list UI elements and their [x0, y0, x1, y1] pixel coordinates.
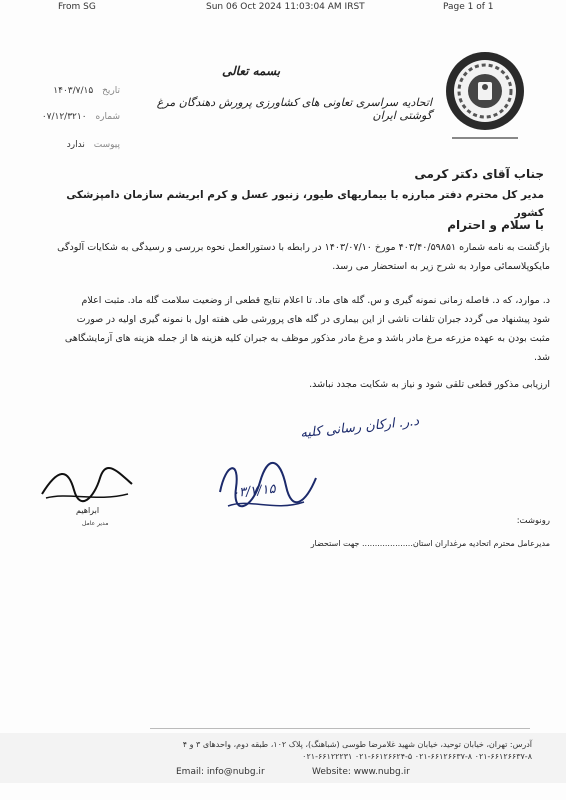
manager-signature-icon	[38, 464, 136, 504]
meta-number-label: شماره	[95, 112, 120, 122]
meta-date	[24, 86, 120, 96]
cc-line: مدیرعامل محترم اتحادیه مرغداران استان.................... جهت استحضار	[310, 539, 550, 548]
union-logo-icon	[444, 50, 526, 132]
footer-email: Email: info@nubg.ir	[176, 767, 265, 777]
meta-number-value: ۰۷/۱۲/۳۲۱۰	[41, 112, 87, 122]
fax-from: From SG	[58, 2, 96, 12]
paragraph-1-line-2: مایکوپلاسمائی موارد به شرح زیر به استحضار می رسد.	[332, 261, 550, 272]
meta-number	[24, 112, 120, 122]
meta-date-value: ۱۴۰۳/۷/۱۵	[53, 86, 94, 96]
recipient-title: مدیر کل محترم دفتر مبارزه با بیماریهای طیور، زنبور عسل و کرم ابریشم سازمان دامپزشکی کشور	[66, 189, 544, 219]
footer-divider	[150, 728, 530, 729]
paragraph-2-line-4: شد.	[534, 352, 550, 363]
fax-date: Sun 06 Oct 2024 11:03:04 AM IRST	[206, 2, 365, 12]
recipient-name: جناب آقای دکتر کرمی	[414, 167, 544, 181]
meta-attachment-label: پیوست	[93, 140, 120, 150]
cc-label: رونوشت:	[516, 516, 550, 526]
signer-role: مدیر عامل	[82, 520, 109, 527]
logo-caption	[444, 136, 526, 142]
greeting: با سلام و احترام	[447, 218, 544, 232]
logo-caption-mark	[444, 136, 526, 140]
signer-name: ابراهیم	[76, 506, 100, 515]
fax-page-count: Page 1 of 1	[443, 2, 494, 12]
bismillah-heading: بسمه تعالی	[222, 64, 281, 78]
meta-attachment-value: ندارد	[66, 140, 85, 150]
fax-header	[0, 0, 566, 16]
paragraph-3: ارزیابی مذکور قطعی تلقی شود و نیاز به شکایت مجدد نباشد.	[309, 379, 550, 390]
meta-attachment	[24, 140, 120, 150]
paragraph-1-line-1: بازگشت به نامه شماره ۴۰۳/۴۰/۵۹۸۵۱ مورخ ۱۴۰۳/۰۷/۱۰ در رابطه با دستورالعمل نحوه بررسی و رسیدگی به شکایات آلودگی	[57, 242, 550, 253]
organization-name: اتحادیه سراسری تعاونی های کشاورزی پرورش دهندگان مرغ گوشتی ایران	[156, 96, 432, 122]
meta-date-label: تاریخ	[102, 86, 120, 96]
paragraph-2-line-1: د. موارد، که د. فاصله زمانی نمونه گیری و س. گله های ماد. تا اعلام نتایج قطعی از وضعیت سلامت گله ماد. مثبت اعلام	[81, 295, 550, 306]
paragraph-2-line-3: مثبت بودن به عهده مزرعه مرغ مادر باشد و مرغ مادر مذکور موظف به جبران کلیه هزینه ها از جمله هزینه های آزمایشگاهی	[64, 333, 550, 344]
footer-address: آدرس: تهران، خیابان توحید، خیابان شهید غلامرضا طوسی (شباهنگ)، پلاک ۱۰۲، طبقه دوم، واحدهای ۳ و ۴	[182, 740, 532, 749]
handwritten-note: د.ر. ارکان رسانی کلیه	[299, 413, 420, 442]
footer-phones: ۰۲۱-۶۶۱۲۶۶۳۷-۸ ۰۲۱-۶۶۱۲۶۶۳۷-۸ ۰۲۱-۶۶۱۲۶۶۲۴-۵ ۰۲۱-۶۶۱۲۲۲۳۱	[302, 752, 532, 761]
handwritten-date: ۰۳/۷/۱۵	[231, 481, 277, 502]
paragraph-2-line-2: شود پیشنهاد می گردد جبران تلفات ناشی از این بیماری در گله های پرورشی طی هفته اول با نمونه گیری اولیه در صورت	[76, 314, 550, 325]
handwritten-signature-icon	[214, 452, 322, 520]
footer-website: Website: www.nubg.ir	[312, 767, 410, 777]
